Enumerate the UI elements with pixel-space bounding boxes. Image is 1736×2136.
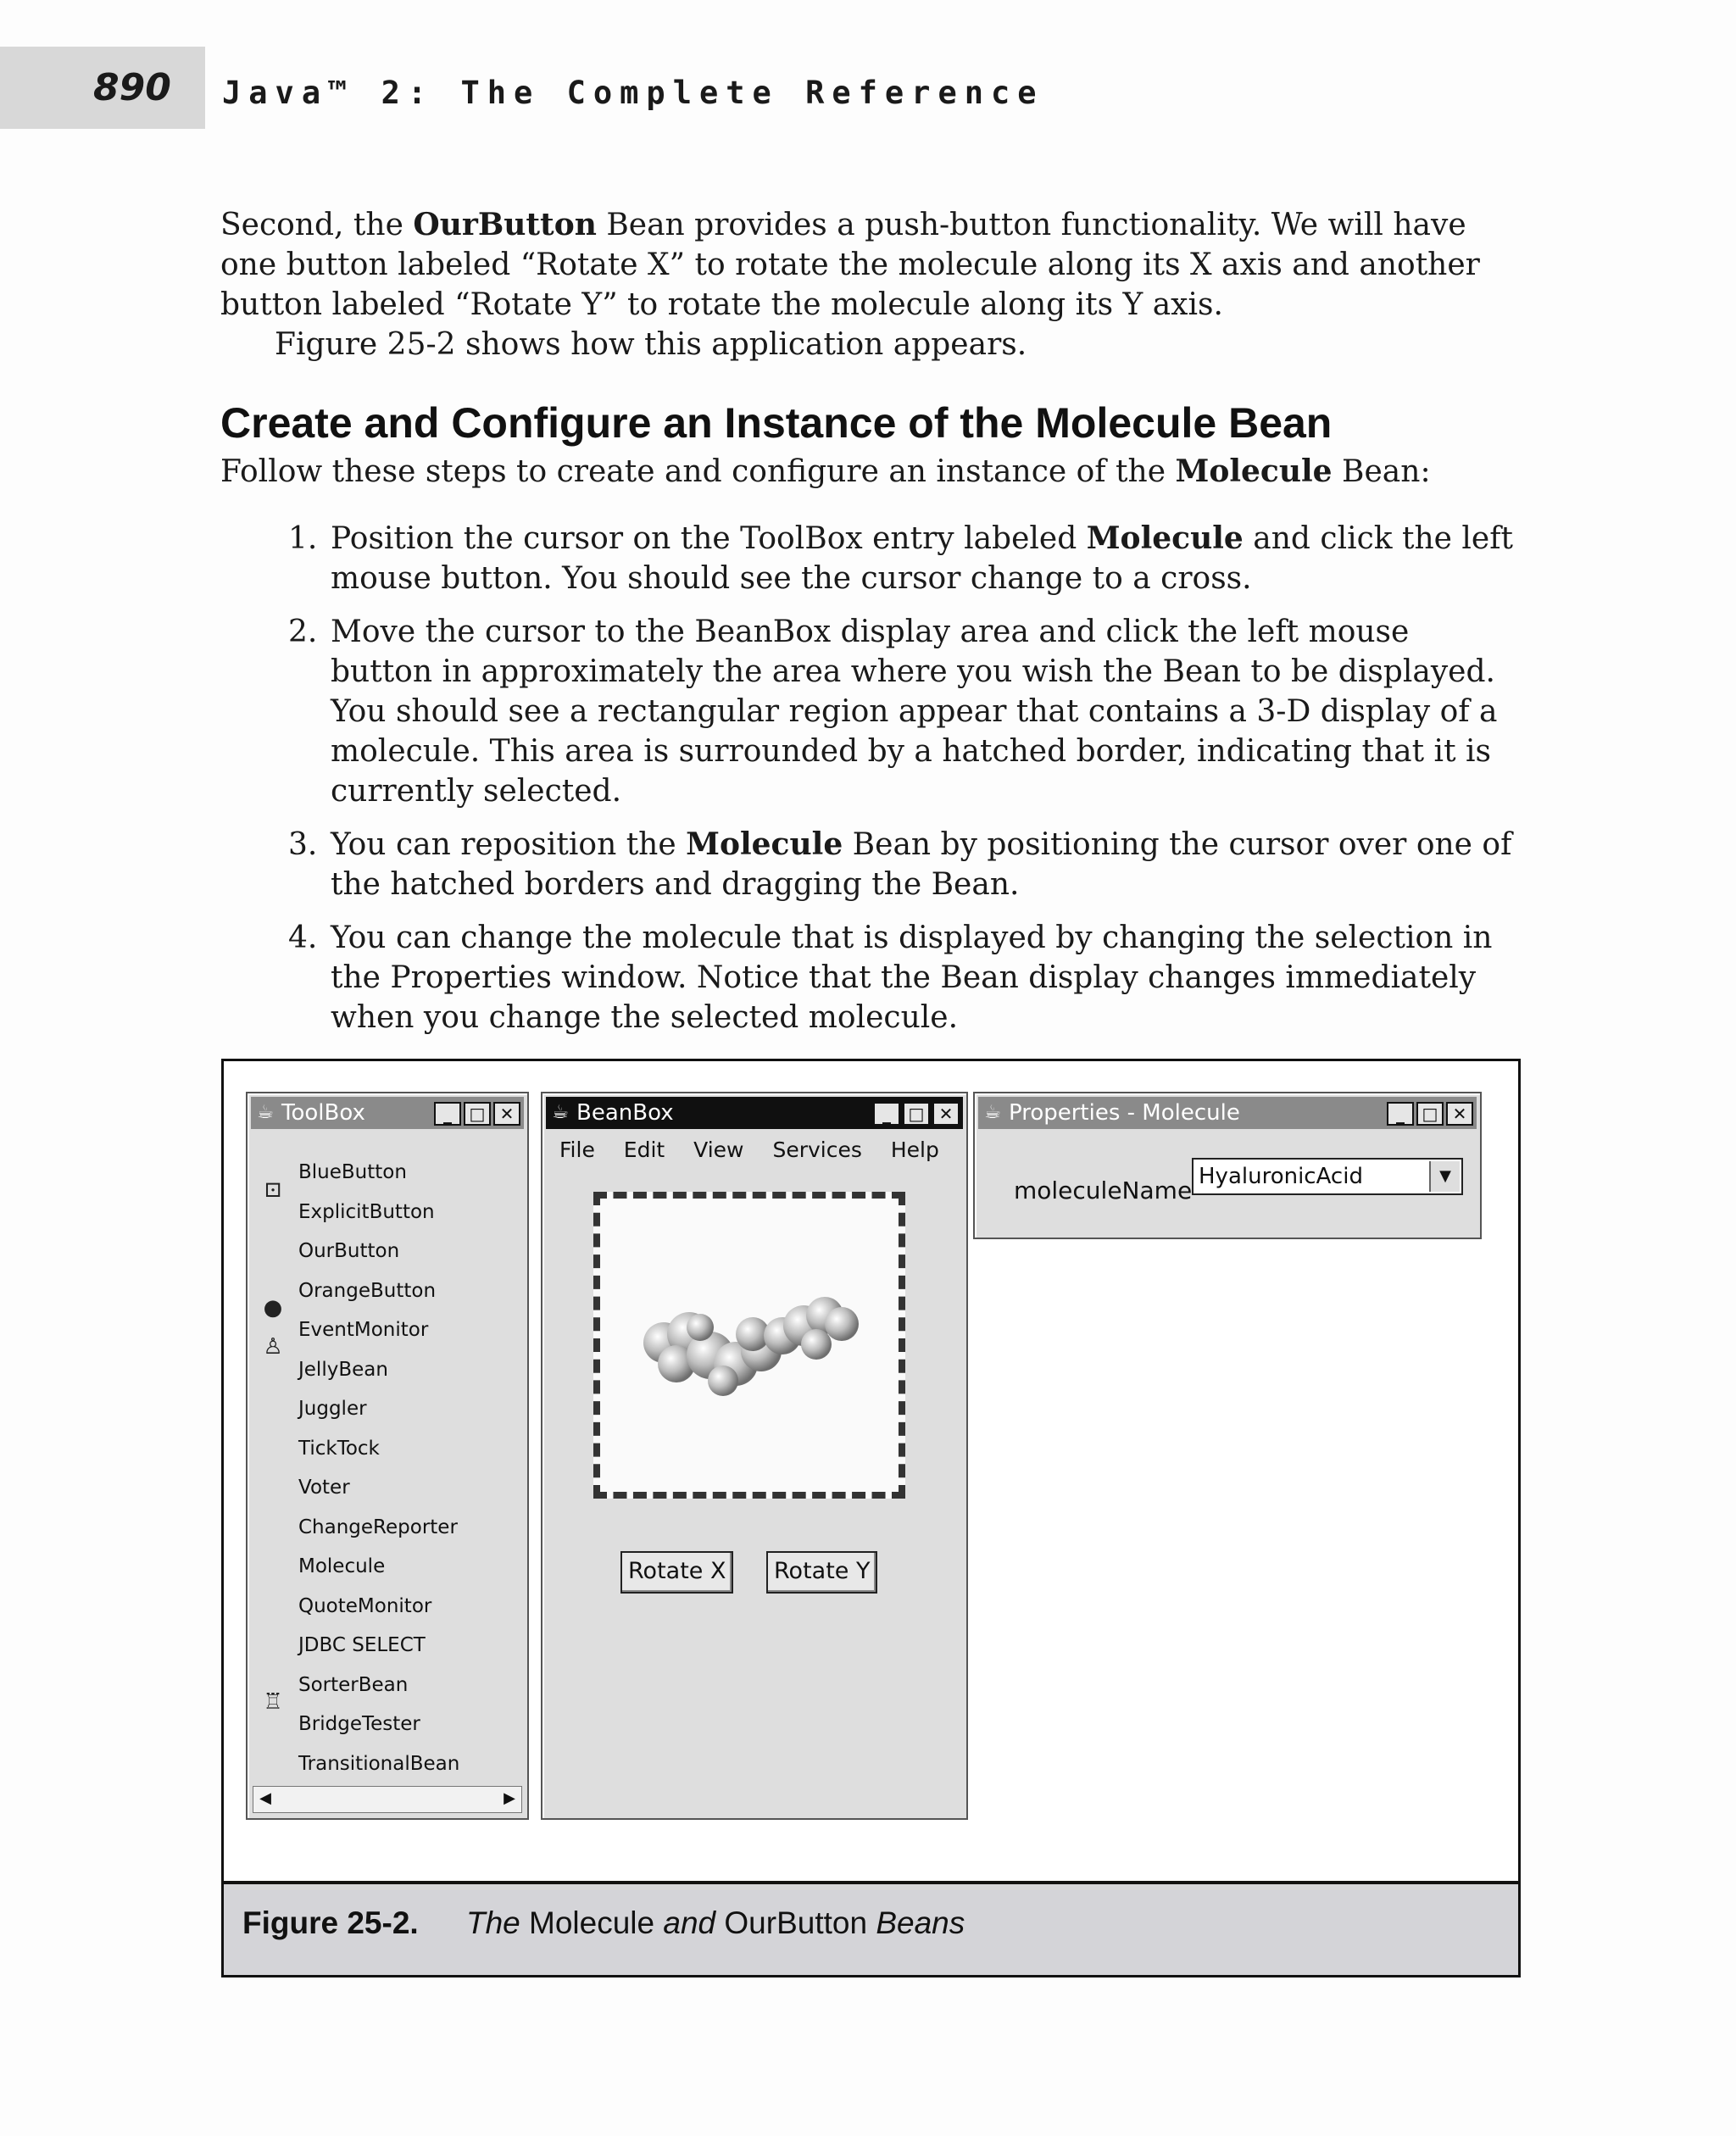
- list-item[interactable]: OrangeButton: [298, 1279, 437, 1302]
- minimize-button[interactable]: _: [873, 1102, 900, 1126]
- list-item: 1. Position the cursor on the ToolBox entry labeled Molecule and click the left mouse button. You should see the cursor change to a cross.: [288, 520, 1514, 596]
- molecule-name-select[interactable]: [1192, 1158, 1463, 1195]
- rotate-y-button[interactable]: Rotate Y: [766, 1551, 877, 1594]
- beanbox-titlebar[interactable]: [546, 1097, 963, 1129]
- window-controls: [871, 1100, 960, 1126]
- chevron-down-icon[interactable]: ▼: [1429, 1161, 1460, 1192]
- figure-label: Figure 25-2.: [242, 1905, 419, 1940]
- menu-file[interactable]: File: [559, 1138, 595, 1162]
- intro-paragraph-1: Second, the OurButton Bean provides a push-button functionality. We will have one button labeled “Rotate X” to rotate the molecule along its X axis and another button labeled “Rotate Y” to rotate the molecule along its Y axis.: [220, 207, 1480, 322]
- maximize-button[interactable]: □: [464, 1102, 491, 1126]
- java-cup-icon: ☕: [257, 1102, 274, 1123]
- molecule-bean-selection[interactable]: [593, 1192, 905, 1499]
- toolbox-list: [298, 1153, 459, 1783]
- figure-25-2: [221, 1059, 1521, 1977]
- list-item[interactable]: SorterBean: [298, 1673, 409, 1696]
- scroll-left-icon[interactable]: ◀: [259, 1789, 271, 1807]
- running-title: Java™ 2: The Complete Reference: [222, 75, 1044, 111]
- intro-text: [220, 205, 1509, 364]
- bridge-tester-icon: ♖: [263, 1689, 283, 1715]
- list-item: 4. You can change the molecule that is displayed by changing the selection in the Properties window. Notice that the Bean display changes immediately when you change the selected molecule.: [288, 921, 1493, 1035]
- toolbox-title: ToolBox: [281, 1100, 365, 1126]
- list-item: 3. You can reposition the Molecule Bean by positioning the cursor over one of the hatched borders and dragging the Bean.: [288, 826, 1512, 902]
- menu-view[interactable]: View: [693, 1138, 744, 1162]
- beanbox-menubar: [559, 1138, 961, 1162]
- toolbox-window: [246, 1092, 529, 1820]
- menu-services[interactable]: Services: [772, 1138, 862, 1162]
- jelly-bean-icon: ●: [263, 1295, 283, 1321]
- list-item[interactable]: ChangeReporter: [298, 1516, 458, 1538]
- scroll-right-icon[interactable]: ▶: [504, 1789, 515, 1807]
- properties-title: Properties - Molecule: [1009, 1100, 1240, 1126]
- list-item[interactable]: Voter: [298, 1477, 350, 1499]
- java-cup-icon: ☕: [552, 1102, 569, 1123]
- properties-titlebar[interactable]: [978, 1097, 1477, 1129]
- window-controls: [1384, 1100, 1473, 1126]
- minimize-button[interactable]: _: [1387, 1102, 1414, 1126]
- window-controls: [431, 1100, 520, 1126]
- menu-edit[interactable]: Edit: [623, 1138, 665, 1162]
- list-item[interactable]: Molecule: [298, 1555, 386, 1577]
- list-item[interactable]: JDBC SELECT: [298, 1634, 426, 1656]
- figure-caption-bar: [224, 1881, 1518, 1975]
- beanbox-title: BeanBox: [576, 1100, 674, 1126]
- toolbox-titlebar[interactable]: [251, 1097, 524, 1129]
- rotate-x-button[interactable]: Rotate X: [620, 1551, 733, 1594]
- explicit-button-icon: ⊡: [264, 1177, 282, 1203]
- list-item[interactable]: JellyBean: [298, 1358, 388, 1381]
- steps-list: [288, 519, 1517, 1051]
- section-lead: Follow these steps to create and configure an instance of the Molecule Bean:: [220, 453, 1431, 489]
- list-item[interactable]: TickTock: [298, 1437, 380, 1460]
- list-item[interactable]: BlueButton: [298, 1161, 407, 1183]
- menu-help[interactable]: Help: [890, 1138, 939, 1162]
- list-item[interactable]: TransitionalBean: [298, 1752, 460, 1775]
- close-button[interactable]: ✕: [1446, 1102, 1473, 1126]
- minimize-button[interactable]: _: [434, 1102, 461, 1126]
- molecule-3d-display: [626, 1283, 880, 1419]
- maximize-button[interactable]: □: [903, 1102, 930, 1126]
- intro-paragraph-2: Figure 25-2 shows how this application appears.: [275, 327, 1027, 362]
- page-number: 890: [93, 66, 171, 109]
- list-item[interactable]: OurButton: [298, 1240, 400, 1262]
- close-button[interactable]: ✕: [932, 1102, 960, 1126]
- figure-caption: Figure 25-2. The Molecule and OurButton Beans: [242, 1905, 965, 1940]
- list-item[interactable]: ExplicitButton: [298, 1200, 435, 1223]
- juggler-icon: ♙: [263, 1334, 283, 1360]
- properties-window: [973, 1092, 1482, 1239]
- list-item[interactable]: Juggler: [298, 1398, 367, 1420]
- molecule-name-value: HyaluronicAcid: [1199, 1164, 1363, 1189]
- list-item[interactable]: EventMonitor: [298, 1319, 429, 1341]
- list-item[interactable]: QuoteMonitor: [298, 1594, 432, 1617]
- list-item: 2. Move the cursor to the BeanBox display area and click the left mouse button in approximately the area where you wish the Bean to be displayed. You should see a rectangular region appear that contains a 3-D display of a molecule. This area is surrounded by a hatched border, indicating that it is currently selected.: [288, 615, 1498, 809]
- list-item[interactable]: BridgeTester: [298, 1713, 420, 1735]
- java-cup-icon: ☕: [984, 1102, 1001, 1123]
- horizontal-scrollbar[interactable]: [253, 1786, 522, 1813]
- maximize-button[interactable]: □: [1416, 1102, 1444, 1126]
- beanbox-window: [541, 1092, 968, 1820]
- section-heading: Create and Configure an Instance of the Molecule Bean: [220, 399, 1333, 447]
- molecule-name-label: moleculeName: [1014, 1176, 1193, 1204]
- close-button[interactable]: ✕: [493, 1102, 520, 1126]
